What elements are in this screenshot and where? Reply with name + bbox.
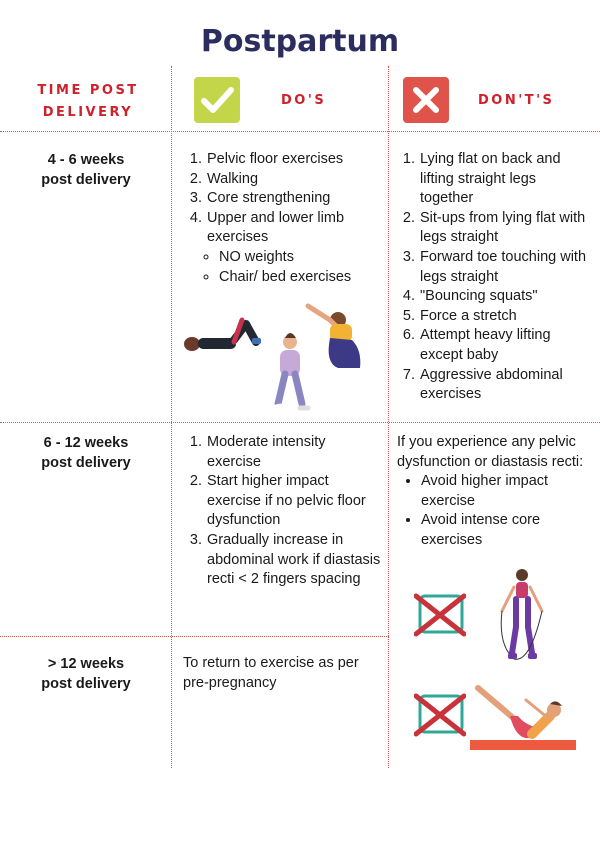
row-label-12-weeks (26, 654, 146, 694)
row-label-line: post delivery (41, 676, 131, 692)
v-sit-illustration (466, 682, 578, 754)
list-item: 3. Core strengthening (206, 189, 382, 209)
row-label-6-12-weeks (26, 433, 146, 473)
list-item: 4. Upper and lower limb exercises (206, 209, 382, 248)
no-symbol-icon (414, 592, 466, 638)
list-item: 2. Walking (206, 170, 382, 190)
donts-cell-6-12-weeks (397, 433, 589, 551)
list-item: • Avoid higher impact exercise (421, 472, 589, 511)
column-divider (388, 66, 389, 768)
donts-cell-4-6-weeks (399, 150, 589, 405)
column-divider (171, 66, 172, 768)
list-item: 1. Lying flat on back and lifting straight legs together (419, 150, 589, 209)
row-label-line: > 12 weeks (47, 656, 125, 672)
dos-text: To return to exercise as per pre-pregnancy (183, 655, 359, 691)
time-post-delivery-header (22, 80, 154, 124)
header-line: TIME POST (37, 83, 139, 98)
list-item: 2. Start higher impact exercise if no pelvic floor dysfunction (206, 472, 382, 531)
jump-rope-illustration (492, 565, 552, 665)
row-label-line: post delivery (41, 172, 131, 188)
list-item: 6. Attempt heavy lifting except baby (419, 326, 589, 365)
row-label-line: 4 - 6 weeks (47, 152, 125, 168)
dos-cell-6-12-weeks (186, 433, 382, 590)
list-item: ◦ NO weights (219, 248, 382, 268)
cross-icon (403, 77, 449, 123)
list-item: 5. Force a stretch (419, 307, 589, 327)
row-divider (0, 636, 389, 637)
list-item: 2. Sit-ups from lying flat with legs straight (419, 209, 589, 248)
row-label-line: post delivery (41, 455, 131, 471)
list-item: 1. Moderate intensity exercise (206, 433, 382, 472)
list-item: • Avoid intense core exercises (421, 511, 589, 550)
donts-header: DON'T'S (478, 93, 555, 108)
row-divider (0, 422, 600, 423)
no-symbol-icon (414, 692, 466, 738)
dos-cell-4-6-weeks (186, 150, 382, 287)
header-line: DELIVERY (42, 105, 134, 120)
list-item: 1. Pelvic floor exercises (206, 150, 382, 170)
list-item: ◦ Chair/ bed exercises (219, 268, 382, 288)
page-title: Postpartum (200, 24, 400, 59)
list-item: 4. "Bouncing squats" (419, 287, 589, 307)
list-item: 3. Forward toe touching with legs straight (419, 248, 589, 287)
dos-cell-12-weeks (183, 654, 383, 693)
dos-header: DO'S (281, 93, 327, 108)
exercise-illustration (180, 298, 370, 418)
row-label-line: 6 - 12 weeks (43, 435, 129, 451)
check-icon (194, 77, 240, 123)
row-label-4-6-weeks (26, 150, 146, 190)
list-item: 3. Gradually increase in abdominal work if diastasis recti < 2 fingers spacing (206, 531, 382, 590)
donts-intro: If you experience any pelvic dysfunction or diastasis recti: (397, 434, 584, 470)
row-divider (0, 131, 600, 132)
list-item: 7. Aggressive abdominal exercises (419, 366, 589, 405)
